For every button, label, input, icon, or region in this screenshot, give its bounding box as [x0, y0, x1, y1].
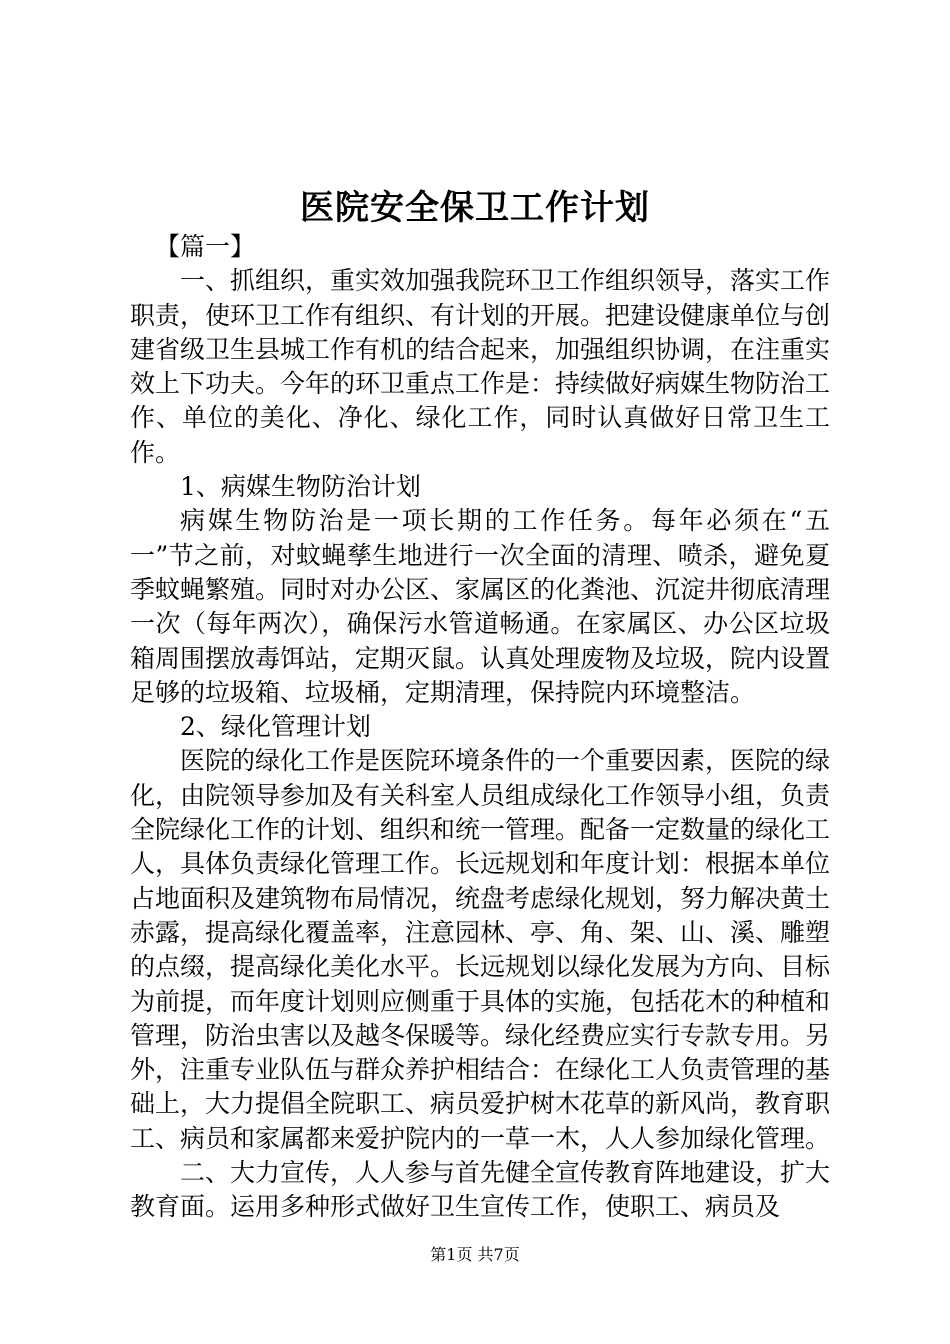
page-number-footer: 第1页 共7页 [430, 1245, 520, 1264]
document-body [130, 230, 830, 1225]
section-marker: 【篇一】 [155, 232, 256, 261]
paragraph: 一、抓组织，重实效加强我院环卫工作组织领导，落实工作职责，使环卫工作有组织、有计划的开展。把建设健康单位与创建省级卫生县城工作有机的结合起来，加强组织协调，在注重实效上下功夫。今年的环卫重点工作是：持续做好病媒生物防治工作、单位的美化、净化、绿化工作，同时认真做好日常卫生工作。 [130, 266, 831, 467]
document-title: 医院安全保卫工作计划 [300, 188, 650, 228]
subheading: 1、病媒生物防治计划 [180, 472, 421, 502]
paragraph: 医院的绿化工作是医院环境条件的一个重要因素，医院的绿化，由院领导参加及有关科室人员组成绿化工作领导小组，负责全院绿化工作的计划、组织和统一管理。配备一定数量的绿化工人，具体负责绿化管理工作。长远规划和年度计划：根据本单位占地面积及建筑物布局情况，统盘考虑绿化规划，努力解决黄土赤露，提高绿化覆盖率，注意园林、亭、角、架、山、溪、雕塑的点缀，提高绿化美化水平。长远规划以绿化发展为方向、目标为前提，而年度计划则应侧重于具体的实施，包括花木的种植和管理，防治虫害以及越冬保暖等。绿化经费应实行专款专用。另外，注重专业队伍与群众养护相结合：在绿化工人负责管理的基础上，大力提倡全院职工、病员爱护树木花草的新风尚，教育职工、病员和家属都来爱护院内的一草一木，人人参加绿化管理。 [130, 746, 831, 1153]
subheading: 2、绿化管理计划 [180, 712, 371, 742]
paragraph: 二、大力宣传，人人参与首先健全宣传教育阵地建设，扩大教育面。运用多种形式做好卫生宣传工作，使职工、病员及 [130, 1158, 831, 1222]
paragraph: 病媒生物防治是一项长期的工作任务。每年必须在“五一”节之前，对蚊蝇孳生地进行一次全面的清理、喷杀，避免夏季蚊蝇繁殖。同时对办公区、家属区的化粪池、沉淀井彻底清理一次（每年两次），确保污水管道畅通。在家属区、办公区垃圾箱周围摆放毒饵站，定期灭鼠。认真处理废物及垃圾，院内设置足够的垃圾箱、垃圾桶，定期清理，保持院内环境整洁。 [130, 506, 831, 707]
